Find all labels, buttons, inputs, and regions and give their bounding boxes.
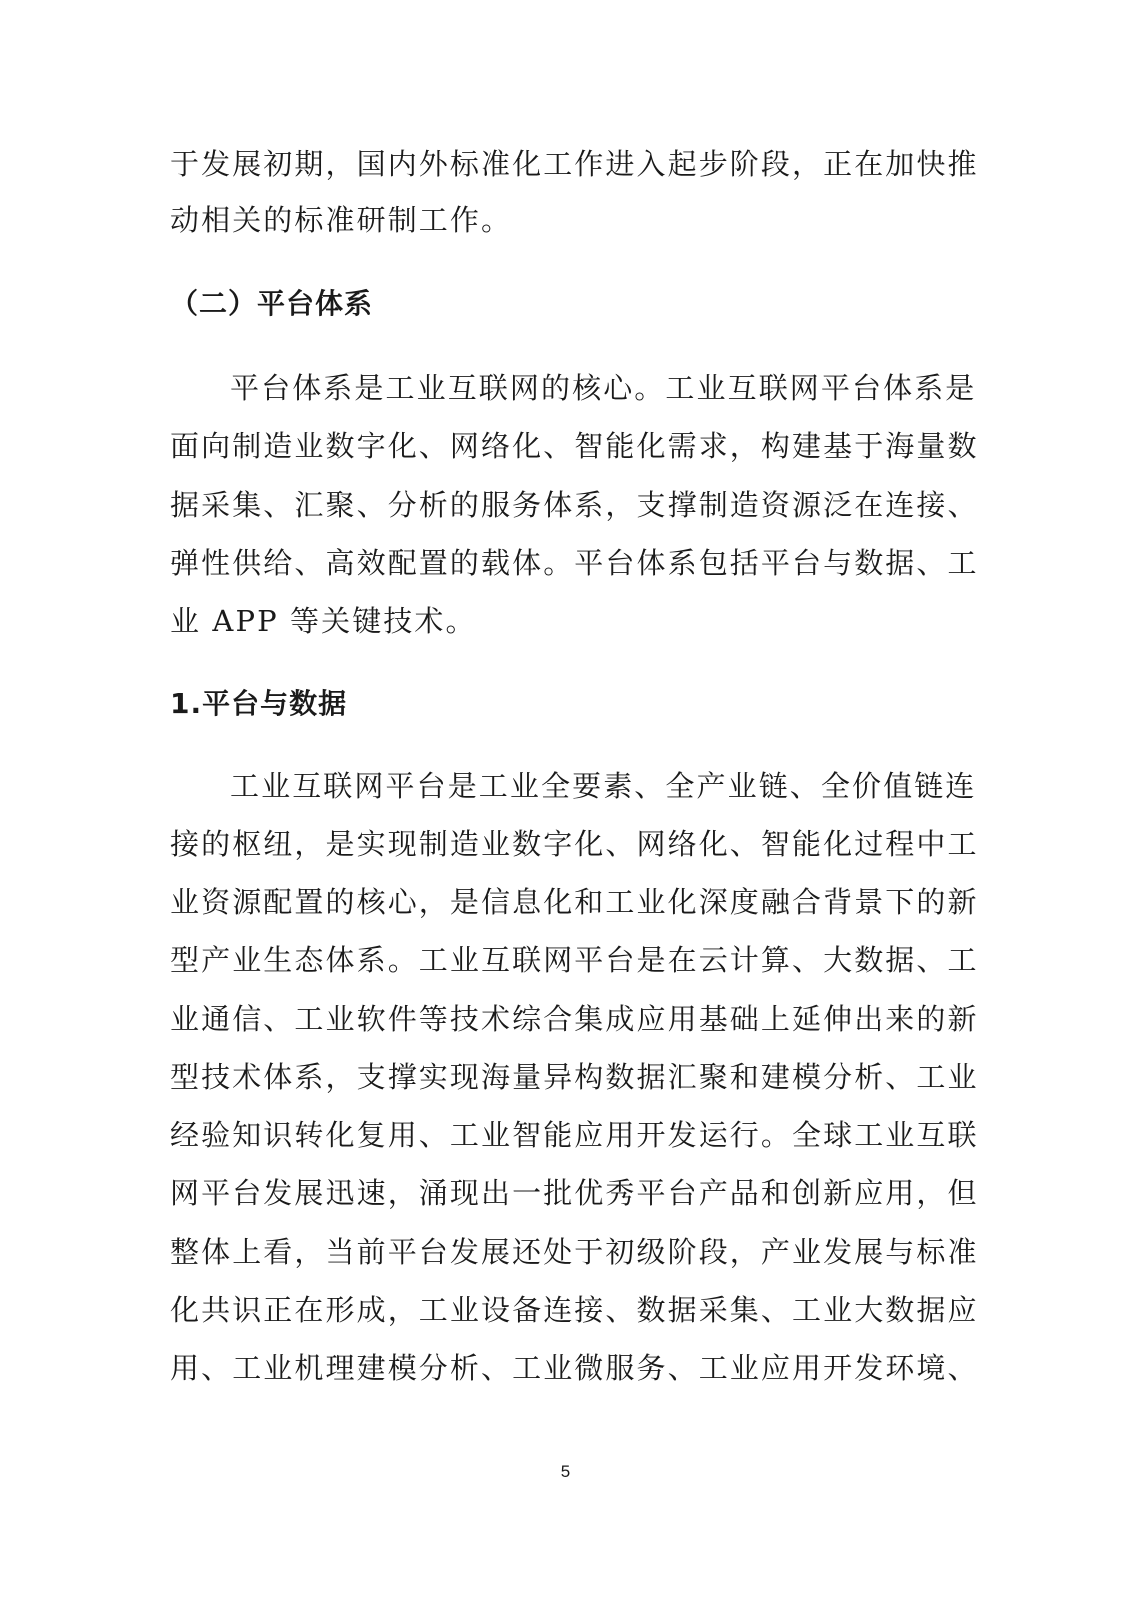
paragraph-line: 业 APP 等关键技术。 xyxy=(170,604,477,638)
subsection-heading: 1.平台与数据 xyxy=(170,687,348,720)
paragraph-line: 型产业生态体系。工业互联网平台是在云计算、大数据、工 xyxy=(170,943,979,977)
paragraph-line: 于发展初期，国内外标准化工作进入起步阶段，正在加快推 xyxy=(170,147,979,181)
paragraph-line: 用、工业机理建模分析、工业微服务、工业应用开发环境、 xyxy=(170,1351,979,1385)
section-heading: （二）平台体系 xyxy=(170,287,374,320)
paragraph-line: 型技术体系，支撑实现海量异构数据汇聚和建模分析、工业 xyxy=(170,1060,979,1094)
paragraph-line: 业资源配置的核心，是信息化和工业化深度融合背景下的新 xyxy=(170,885,979,919)
paragraph-line: 弹性供给、高效配置的载体。平台体系包括平台与数据、工 xyxy=(170,546,979,580)
paragraph-line: 化共识正在形成，工业设备连接、数据采集、工业大数据应 xyxy=(170,1293,979,1327)
paragraph-line: 平台体系是工业互联网的核心。工业互联网平台体系是 xyxy=(230,371,977,405)
paragraph-line: 动相关的标准研制工作。 xyxy=(170,203,513,237)
paragraph-line: 工业互联网平台是工业全要素、全产业链、全价值链连 xyxy=(230,769,977,803)
paragraph-line: 经验知识转化复用、工业智能应用开发运行。全球工业互联 xyxy=(170,1118,979,1152)
page-number: 5 xyxy=(560,1462,571,1481)
paragraph-line: 据采集、汇聚、分析的服务体系，支撑制造资源泛在连接、 xyxy=(170,488,979,522)
paragraph-line: 业通信、工业软件等技术综合集成应用基础上延伸出来的新 xyxy=(170,1002,979,1036)
paragraph-line: 面向制造业数字化、网络化、智能化需求，构建基于海量数 xyxy=(170,429,979,463)
paragraph-line: 网平台发展迅速，涌现出一批优秀平台产品和创新应用，但 xyxy=(170,1176,979,1210)
paragraph-line: 整体上看，当前平台发展还处于初级阶段，产业发展与标准 xyxy=(170,1235,979,1269)
paragraph-line: 接的枢纽，是实现制造业数字化、网络化、智能化过程中工 xyxy=(170,827,979,861)
